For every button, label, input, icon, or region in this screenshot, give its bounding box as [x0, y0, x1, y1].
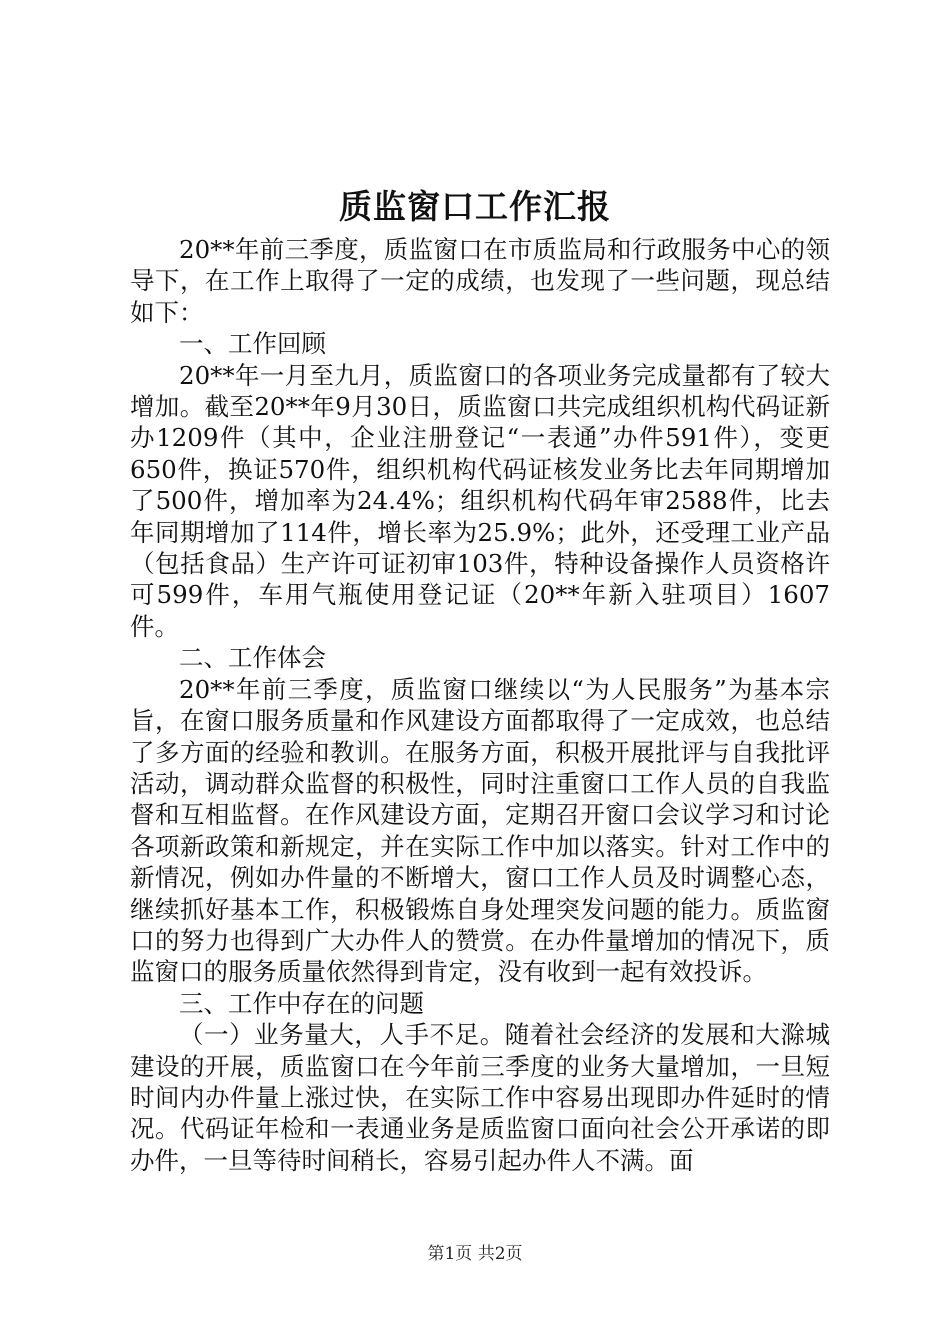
section-heading-problems: 三、工作中存在的问题 [179, 988, 424, 1018]
page-footer: 第1页 共2页 [427, 1244, 523, 1264]
review-paragraph: 20**年一月至九月，质监窗口的各项业务完成量都有了较大增加。截至20**年9月30日，质监窗口共完成组织机构代码证新办1209件（其中，企业注册登记“一表通”办件591件），变更650件，换证570件，组织机构代码证核发业务比去年同期增加了500件，增加率为24.4%；组织机构代码年审2588件，比去年同期增加了114件，增长率为25.9%；此外，还受理工业产品（包括食品）生产许可证初审103件，特种设备操作人员资格许可599件，车用气瓶使用登记证（20**年新入驻项目）1607件。 [130, 360, 830, 641]
problems-paragraph: （一）业务量大，人手不足。随着社会经济的发展和大滁城建设的开展，质监窗口在今年前三季度的业务大量增加，一旦短时间内办件量上涨过快，在实际工作中容易出现即办件延时的情况。代码证年检和一表通业务是质监窗口面向社会公开承诺的即办件，一旦等待时间稍长，容易引起办件人不满。面 [130, 1020, 830, 1175]
experience-paragraph: 20**年前三季度，质监窗口继续以“为人民服务”为基本宗旨，在窗口服务质量和作风建设方面都取得了一定成效，也总结了多方面的经验和教训。在服务方面，积极开展批评与自我批评活动，调动群众监督的积极性，同时注重窗口工作人员的自我监督和互相监督。在作风建设方面，定期召开窗口会议学习和讨论各项新政策和新规定，并在实际工作中加以落实。针对工作中的新情况，例如办件量的不断增大，窗口工作人员及时调整心态，继续抓好基本工作，积极锻炼自身处理突发问题的能力。质监窗口的努力也得到广大办件人的赞赏。在办件量增加的情况下，质监窗口的服务质量依然得到肯定，没有收到一起有效投诉。 [130, 674, 830, 987]
intro-paragraph: 20**年前三季度，质监窗口在市质监局和行政服务中心的领导下，在工作上取得了一定的成绩，也发现了一些问题，现总结如下： [130, 235, 830, 327]
document-body [130, 234, 830, 1176]
section-heading-review: 一、工作回顾 [179, 329, 326, 359]
page-title: 质监窗口工作汇报 [339, 187, 611, 226]
section-heading-experience: 二、工作体会 [179, 643, 326, 673]
